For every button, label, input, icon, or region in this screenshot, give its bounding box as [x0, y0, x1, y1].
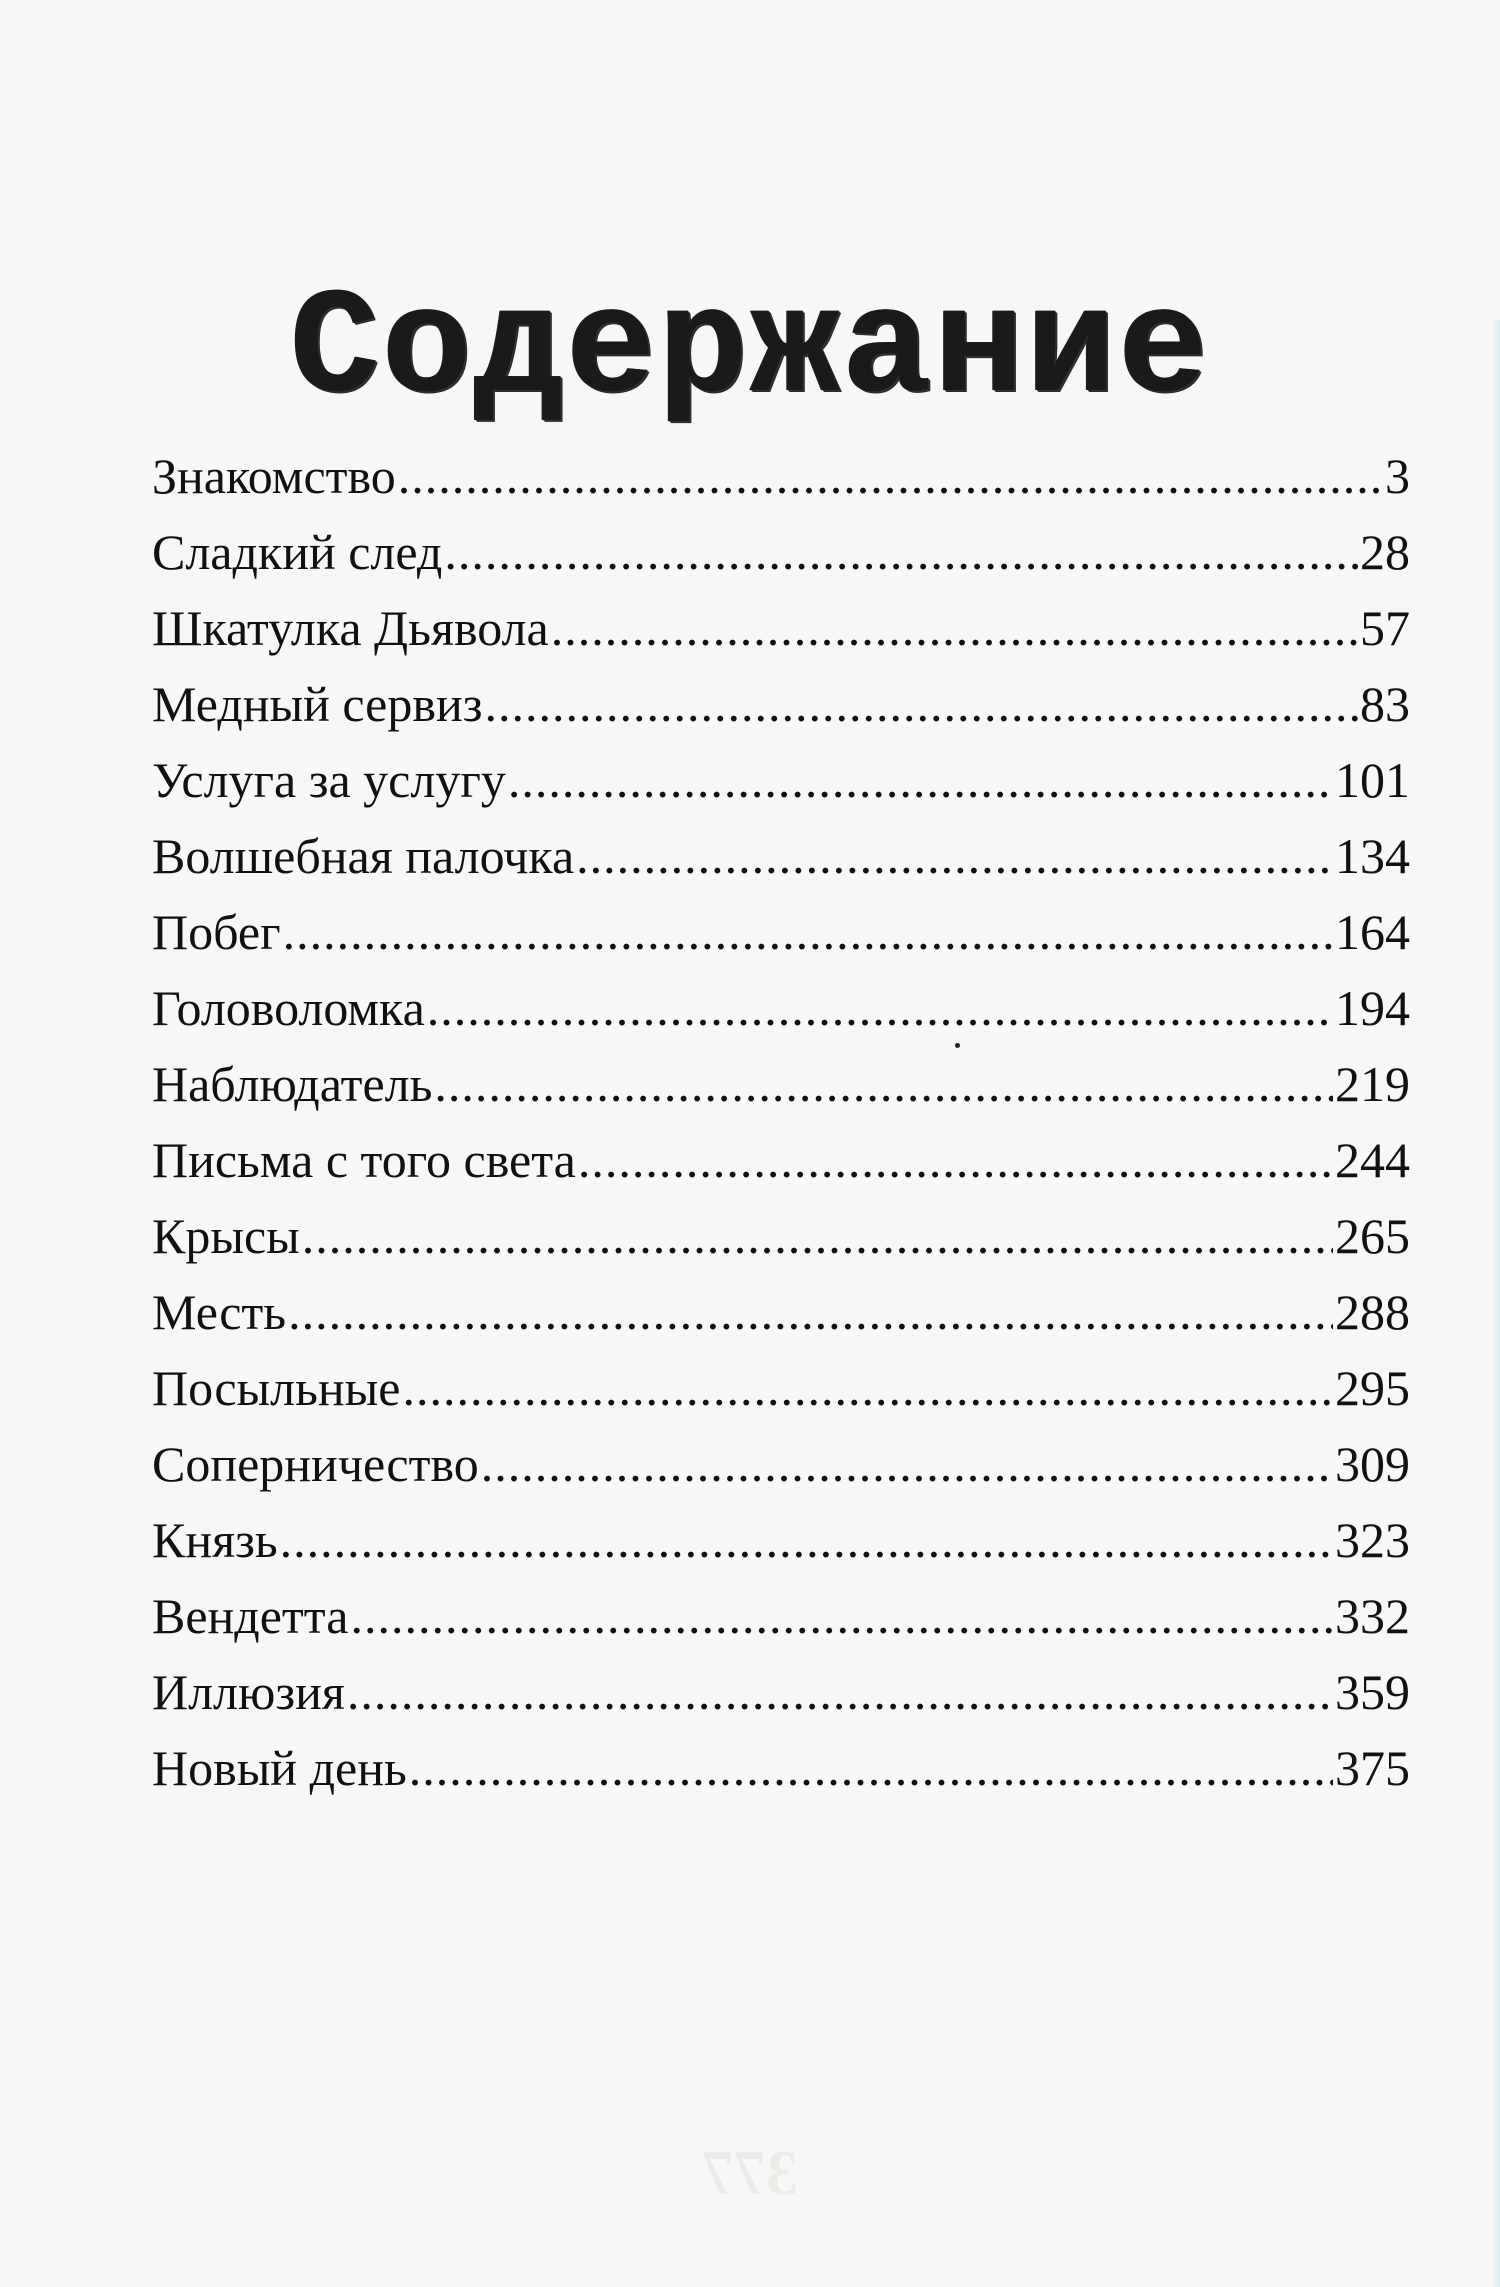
toc-entry-page: 323 — [1335, 1512, 1410, 1568]
toc-entry — [152, 590, 1410, 666]
toc-entry-title: Услуга за услугу — [152, 752, 506, 808]
toc-entry-title: Знакомство — [152, 448, 396, 504]
ink-speck — [955, 1043, 960, 1048]
toc-dot-leader — [444, 514, 1358, 590]
toc-entry-page: 219 — [1335, 1056, 1410, 1112]
toc-dot-leader — [576, 818, 1333, 894]
toc-entry — [152, 818, 1410, 894]
page-title: Содержание — [289, 265, 1211, 436]
toc-entry — [152, 1274, 1410, 1350]
toc-dot-leader — [347, 1654, 1333, 1730]
toc-entry-page: 244 — [1335, 1132, 1410, 1188]
toc-dot-leader — [302, 1198, 1333, 1274]
toc-entry — [152, 970, 1410, 1046]
toc-entry-title: Волшебная палочка — [152, 828, 575, 884]
toc-entry — [152, 1502, 1410, 1578]
toc-entry-page: 375 — [1335, 1740, 1410, 1796]
toc-entry-title: Медный сервиз — [152, 676, 483, 732]
toc-entry-page: 295 — [1335, 1360, 1410, 1416]
toc-entry-title: Иллюзия — [152, 1664, 345, 1720]
toc-entry — [152, 1350, 1410, 1426]
toc-entry-page: 164 — [1335, 904, 1410, 960]
toc-entry-page: 332 — [1335, 1588, 1410, 1644]
toc-dot-leader — [551, 590, 1358, 666]
toc-entry — [152, 438, 1410, 514]
toc-entry-title: Новый день — [152, 1740, 407, 1796]
toc-dot-leader — [508, 742, 1333, 818]
toc-entry-title: Побег — [152, 904, 281, 960]
table-of-contents — [152, 438, 1410, 1806]
toc-entry-page: 265 — [1335, 1208, 1410, 1264]
toc-entry-title: Сладкий след — [152, 524, 443, 580]
toc-entry-page: 28 — [1360, 524, 1410, 580]
toc-entry — [152, 666, 1410, 742]
toc-dot-leader — [578, 1122, 1333, 1198]
toc-dot-leader — [350, 1578, 1333, 1654]
toc-entry-title: Месть — [152, 1284, 287, 1340]
toc-entry — [152, 1730, 1410, 1806]
toc-dot-leader — [481, 1426, 1333, 1502]
toc-entry — [152, 1046, 1410, 1122]
toc-entry-title: Князь — [152, 1512, 278, 1568]
toc-dot-leader — [434, 1046, 1333, 1122]
toc-dot-leader — [485, 666, 1359, 742]
toc-entry-title: Соперничество — [152, 1436, 479, 1492]
toc-entry — [152, 1122, 1410, 1198]
toc-dot-leader — [409, 1730, 1333, 1806]
toc-dot-leader — [402, 1350, 1333, 1426]
toc-entry — [152, 1198, 1410, 1274]
toc-entry-page: 288 — [1335, 1284, 1410, 1340]
toc-entry-title: Головоломка — [152, 980, 425, 1036]
toc-entry — [152, 514, 1410, 590]
toc-entry-title: Вендетта — [152, 1588, 349, 1644]
page-number: 377 — [702, 2137, 798, 2208]
toc-dot-leader — [288, 1274, 1333, 1350]
toc-entry — [152, 894, 1410, 970]
toc-entry-page: 3 — [1385, 448, 1410, 504]
toc-dot-leader — [280, 1502, 1333, 1578]
toc-entry-title: Посыльные — [152, 1360, 401, 1416]
toc-entry-page: 194 — [1335, 980, 1410, 1036]
toc-entry-title: Наблюдатель — [152, 1056, 433, 1112]
toc-entry-page: 57 — [1360, 600, 1410, 656]
toc-entry-title: Крысы — [152, 1208, 300, 1264]
toc-dot-leader — [427, 970, 1333, 1046]
toc-entry — [152, 742, 1410, 818]
toc-dot-leader — [283, 894, 1333, 970]
toc-entry — [152, 1426, 1410, 1502]
toc-entry-page: 359 — [1335, 1664, 1410, 1720]
toc-entry-page: 101 — [1335, 752, 1410, 808]
toc-entry-page: 309 — [1335, 1436, 1410, 1492]
toc-entry-title: Шкатулка Дьявола — [152, 600, 549, 656]
toc-entry — [152, 1578, 1410, 1654]
toc-dot-leader — [398, 438, 1383, 514]
toc-entry-title: Письма с того света — [152, 1132, 576, 1188]
toc-entry — [152, 1654, 1410, 1730]
toc-entry-page: 83 — [1360, 676, 1410, 732]
toc-entry-page: 134 — [1335, 828, 1410, 884]
page-edge — [1492, 320, 1500, 2287]
